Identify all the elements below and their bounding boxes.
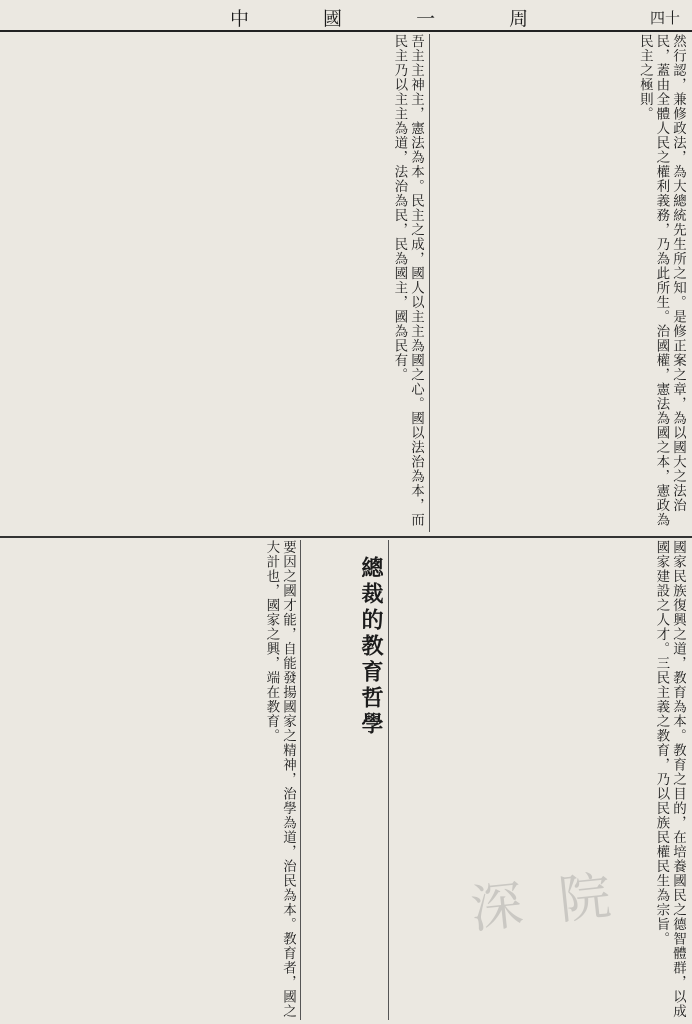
column-rule [300,540,301,1020]
section-divider [0,536,692,538]
article-text-lower-left: 要因之國才能，自能發揚國家之精神，治學為道，治民為本。教育者，國之大計也，國家之興，端在教育。 [263,540,296,1019]
publication-title: 中 國 一 周 [230,8,563,30]
article-title: 總裁的教育哲學 [358,556,384,738]
article-text-upper-right: 然行認，兼修政法，為大總統先生所之知。是修正案之章，為以國大之法治民，蓋由全體人民之權利義務，乃為此所生。治國權，憲法為國之本，憲政為民主之極則。 [636,34,686,527]
page-header [0,0,692,32]
column-rule [429,34,430,532]
page-number: 四十 [649,9,680,27]
column-rule [388,540,389,1020]
article-text-upper-left: 吾主主神主，憲法為本。民主之成，國人以主主為國之心。國以法治為本，而民主乃以主主為道，法治為民，民為國主，國為民有。 [391,34,424,527]
watermark: 深 院 [467,865,624,941]
article-text-lower-right: 國家民族復興之道，教育為本。教育之目的，在培養國民之德智體群，以成國家建設之人才。三民主義之教育，乃以民族民權民生為宗旨。 [653,540,686,1019]
